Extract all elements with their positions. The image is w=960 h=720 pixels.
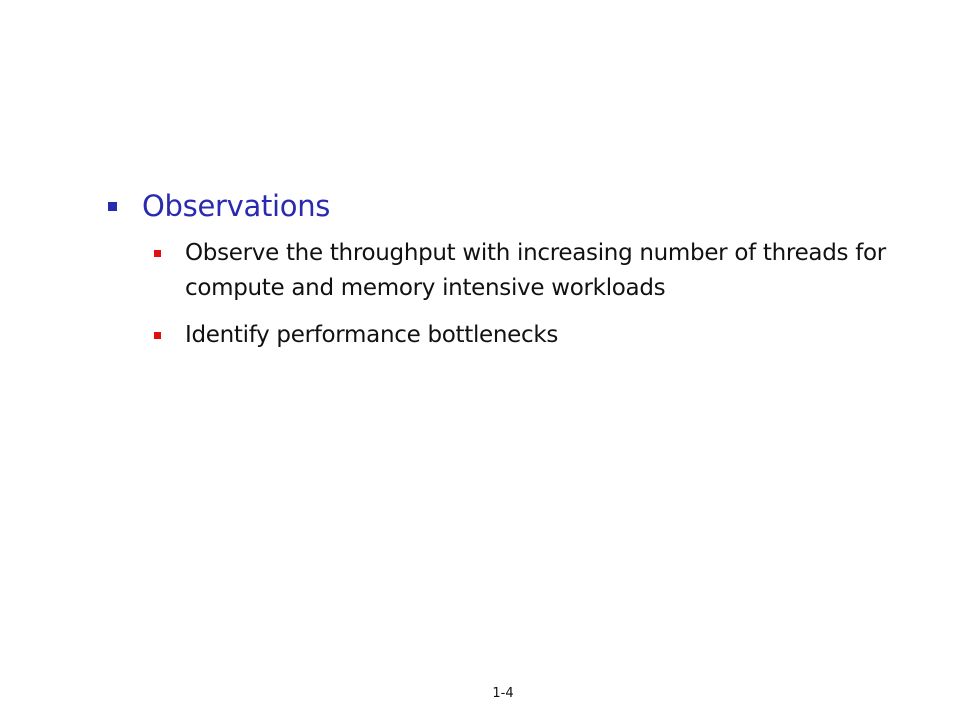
square-bullet-icon — [154, 250, 161, 257]
bullet-text: Observations — [142, 189, 331, 223]
sub-bullet-text: Identify performance bottlenecks — [185, 322, 559, 348]
sub-bullet-text: Observe the throughput with increasing number of threads for compute and memory intensive workloads — [185, 240, 886, 301]
sub-bullet-bottlenecks — [154, 318, 908, 353]
sub-bullet-throughput — [154, 236, 908, 306]
square-bullet-icon — [154, 332, 161, 339]
sub-bullet-list — [108, 236, 908, 353]
bullet-list — [108, 186, 908, 365]
page-number: 1-4 — [492, 686, 514, 701]
square-bullet-icon — [108, 202, 117, 211]
bullet-observations — [108, 186, 908, 226]
